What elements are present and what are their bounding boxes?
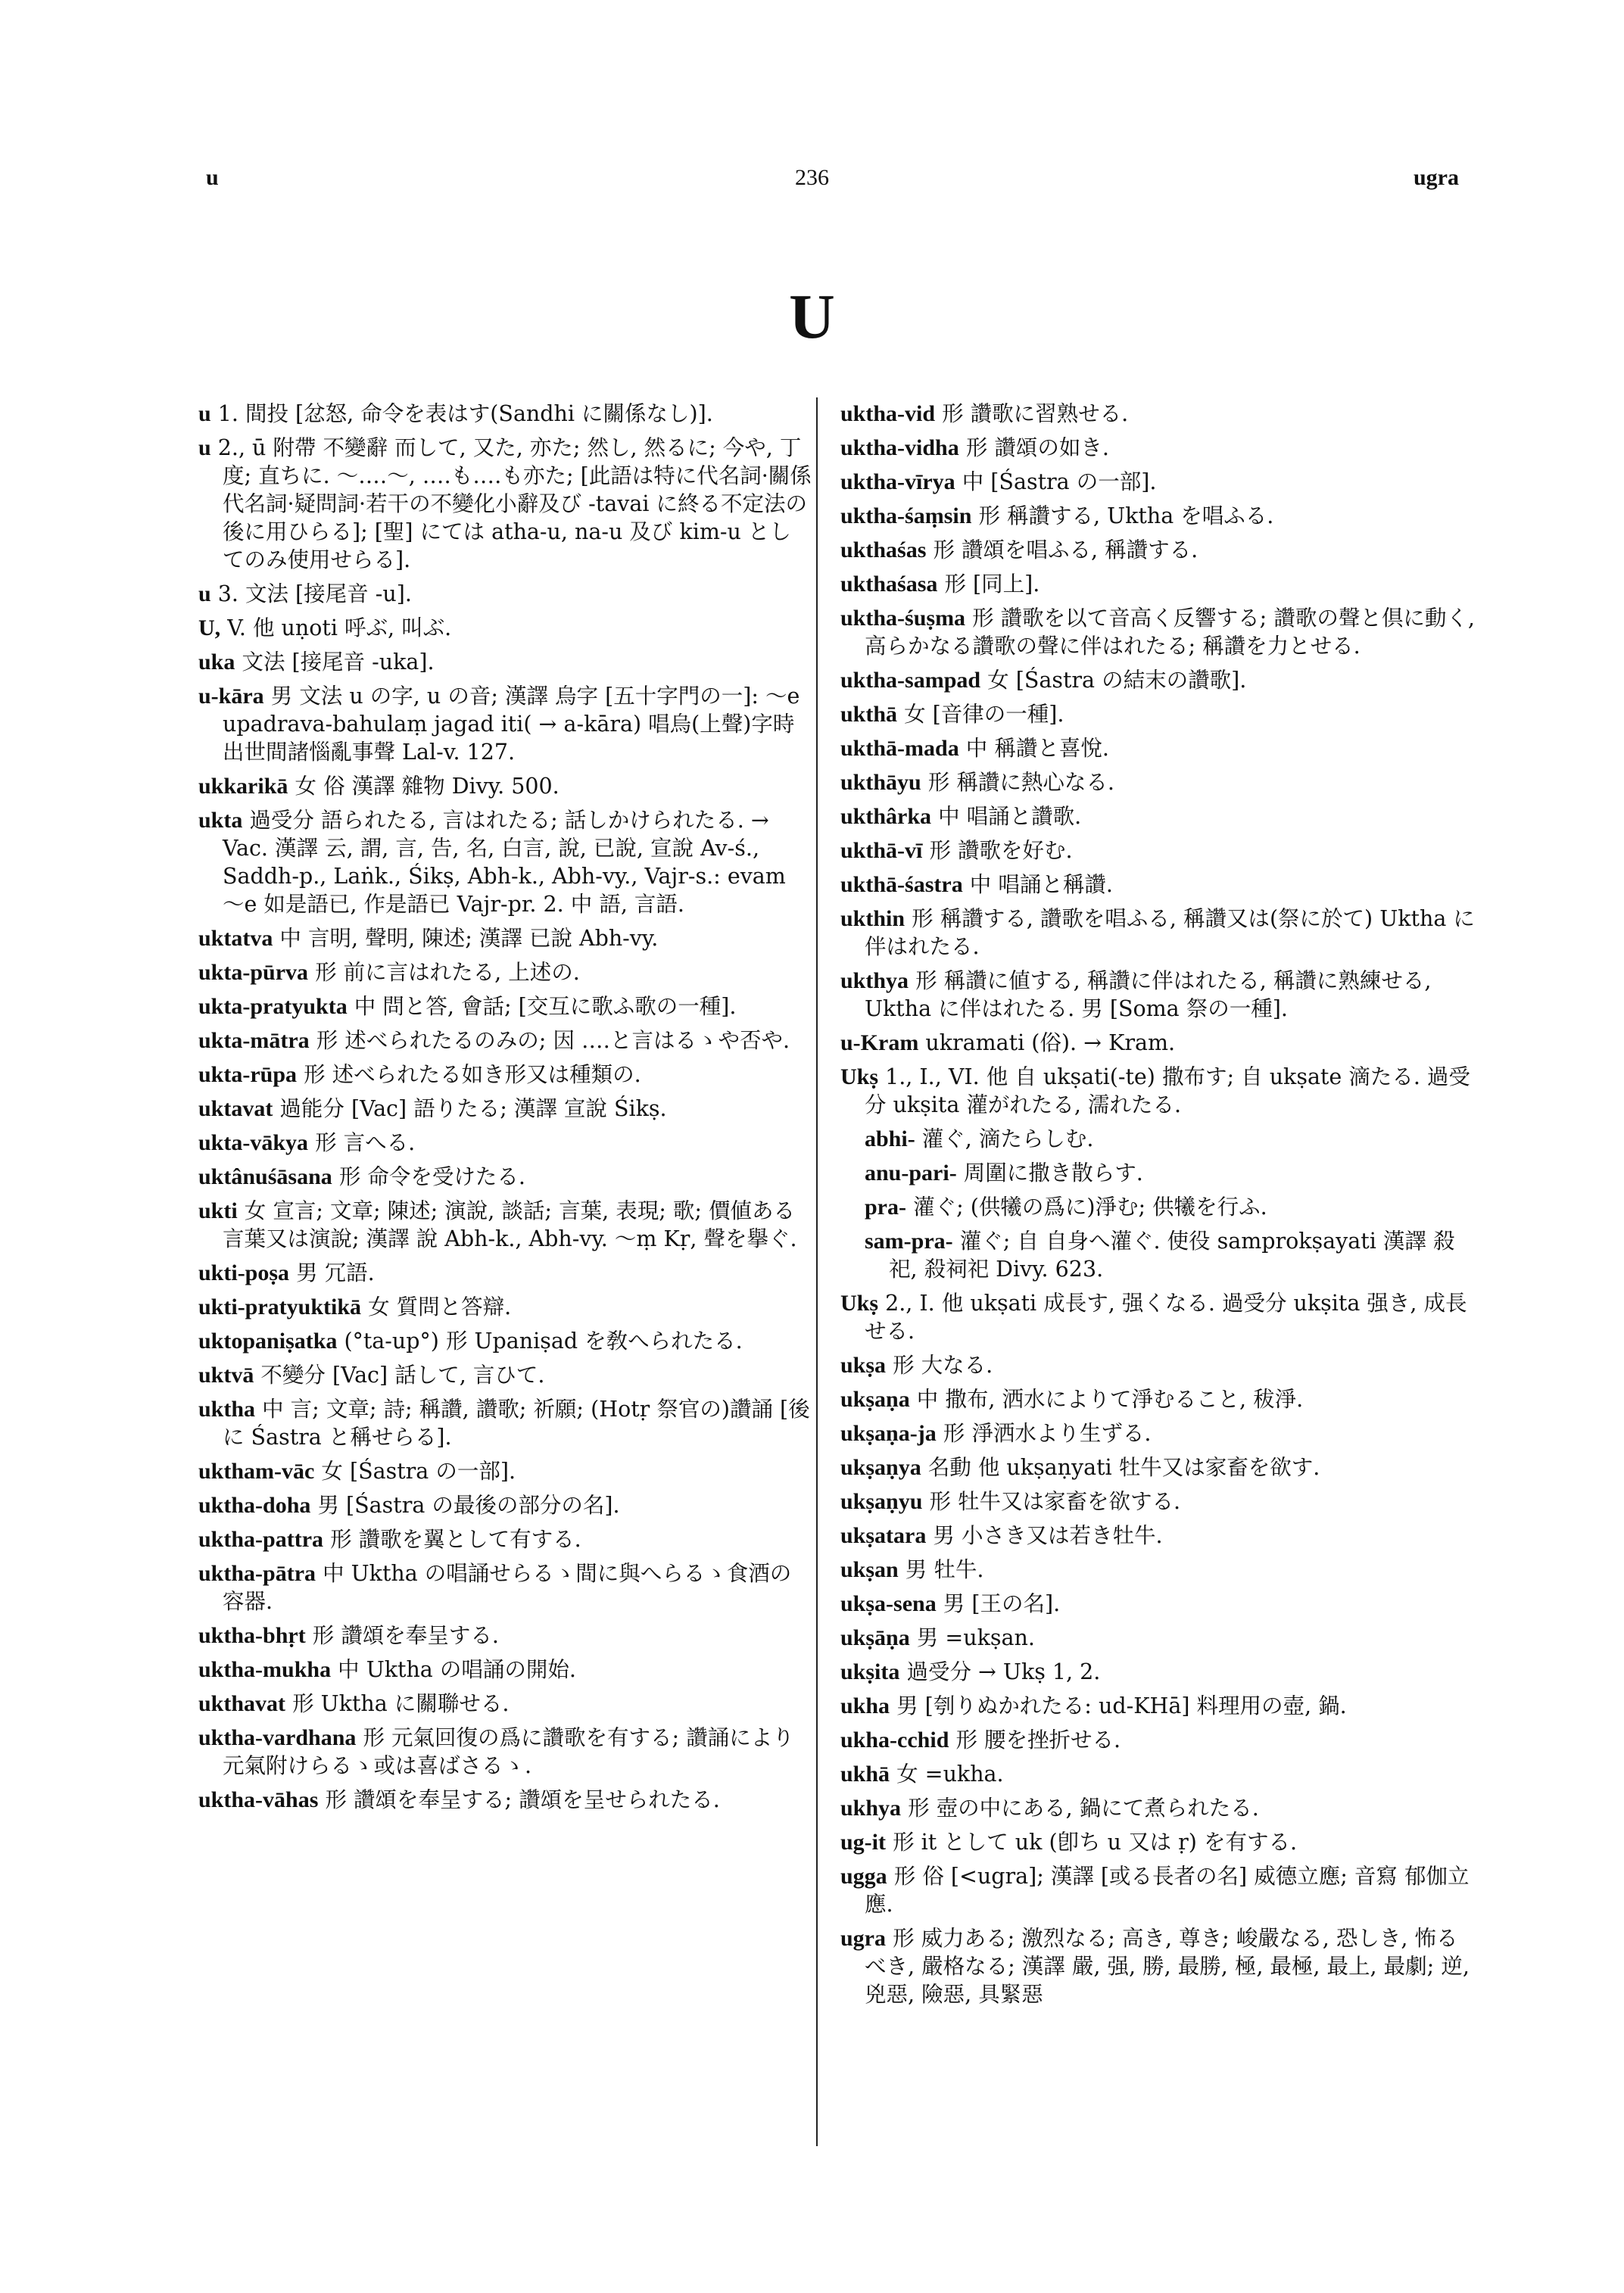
dictionary-entry [840,1289,1476,1345]
entry-definition: 3. 文法 [接尾音 -u]. [217,581,412,606]
dictionary-entry [840,1658,1476,1686]
dictionary-entry [840,400,1476,428]
dictionary-entry [840,1419,1476,1447]
entry-definition: 形 俗 [<ugra]; 漢譯 [或る長者の名] 威德立應; 音寫 郁伽立應. [865,1864,1470,1917]
entry-definition: 過受分 語られたる, 言はれたる; 話しかけられたる. → Vac. 漢譯 云, 謂, 言, 告, 名, 白言, 說, 已說, 宣說 Av-ś., Saddh-p., Laṅk., Śikṣ, Abh-k., Abh-vy., Vajr-s.: evam 〜e 如是語已, 作是語已 Vajr-pr. 2. 中 語, 言語. [223,808,786,917]
dictionary-entry [840,1488,1476,1516]
entry-definition: 中 唱誦と讚歌. [938,804,1082,829]
dictionary-entry [840,1159,1476,1187]
entry-headword: uktha-śaṃsin [840,503,972,528]
entry-headword: uktha-vardhana [198,1725,357,1750]
entry-definition: 形 大なる. [893,1353,993,1378]
dictionary-column-right [840,400,1476,2014]
dictionary-entry [198,1491,812,1519]
dictionary-entry [840,1193,1476,1221]
entry-definition: 形 讚歌を以て音高く反響する; 讚歌の聲と倶に動く, 高らかなる讚歌の聲に伴はれたる; 稱讚を力とせる. [865,606,1475,659]
entry-headword: pra- [865,1195,906,1220]
dictionary-entry [840,837,1476,865]
dictionary-entry [840,1590,1476,1618]
dictionary-entry [840,1794,1476,1822]
dictionary-entry [198,1027,812,1055]
entry-definition: 周圍に撒き散らす. [963,1161,1143,1185]
dictionary-entry [198,1327,812,1355]
section-letter: U [789,282,835,352]
entry-definition: 形 言へる. [315,1130,416,1155]
entry-headword: ukthā-mada [840,736,959,761]
entry-definition: 形 稱讚する, 讚歌を唱ふる, 稱讚又は(祭に於て) Uktha に伴はれたる. [865,906,1475,959]
dictionary-entry [198,1061,812,1089]
entry-headword: uktha-vid [840,401,936,426]
entry-definition: 女 [Śastra の結末の讚歌]. [987,668,1247,693]
entry-headword: ugra [840,1926,886,1951]
dictionary-entry [840,1063,1476,1119]
entry-definition: 中 [Śastra の一部]. [962,469,1157,494]
dictionary-entry [198,1361,812,1389]
dictionary-entry [840,768,1476,796]
entry-definition: 男 =ukṣan. [916,1625,1035,1650]
entry-definition: 男 [王の名]. [943,1591,1061,1616]
dictionary-entry [840,1029,1476,1057]
dictionary-entry [198,648,812,676]
entry-definition: 1. 間投 [忿怒, 命令を表はす(Sandhi に關係なし)]. [217,401,713,426]
dictionary-entry [840,802,1476,830]
dictionary-entry [198,1163,812,1191]
entry-definition: ukramati (俗). → Kram. [925,1030,1176,1055]
dictionary-entry [840,468,1476,496]
entry-definition: 形 壺の中にある, 鍋にて煮られたる. [908,1796,1259,1821]
entry-headword: uktatva [198,926,273,951]
entry-headword: ukṣatara [840,1523,927,1548]
entry-headword: uktha-doha [198,1493,311,1518]
dictionary-entry [198,992,812,1020]
entry-headword: u-Kram [840,1030,919,1055]
entry-headword: uka [198,650,235,675]
dictionary-entry [840,1351,1476,1379]
dictionary-entry [198,434,812,574]
entry-headword: uktha-vīrya [840,469,955,494]
entry-definition: 形 [同上]. [944,572,1040,597]
entry-definition: 不變分 [Vac] 話して, 言ひて. [260,1363,545,1388]
entry-headword: abhi- [865,1126,915,1151]
entry-headword: uktvā [198,1363,254,1388]
dictionary-entry [840,536,1476,564]
running-head-right: ugra [1414,165,1459,190]
entry-headword: ukṣita [840,1659,900,1684]
entry-headword: ukṣaṇyu [840,1489,923,1514]
dictionary-entry [198,772,812,800]
entry-definition: 形 稱讚する, Uktha を唱ふる. [978,503,1274,528]
dictionary-entry [840,905,1476,961]
dictionary-entry [198,580,812,608]
entry-headword: ukṣan [840,1557,899,1582]
entry-definition: 形 命令を受けたる. [338,1164,525,1189]
dictionary-entry [840,1692,1476,1720]
dictionary-entry [198,1395,812,1451]
entry-definition: 女 宣言; 文章; 陳述; 演說, 談話; 言葉, 表現; 歌; 價値ある言葉又は演說; 漢譯 說 Abh-k., Abh-vy. 〜ṃ Kṛ, 聲を擧ぐ. [223,1198,797,1251]
column-divider [816,397,818,2146]
entry-definition: 中 Uktha の唱誦せらるゝ間に與へらるゝ食酒の容器. [223,1561,792,1614]
entry-headword: ukthaśasa [840,572,938,597]
entry-headword: ukṣaṇa-ja [840,1421,937,1446]
dictionary-entry [198,958,812,986]
entry-definition: 形 讚歌を好む. [929,838,1073,863]
entry-definition: 男 文法 u の字, u の音; 漢譯 烏字 [五十字門の一]: 〜e upadrava-bahulaṃ jagad iti( → a-kāra) 唱烏(上聲)字時出世間諸惱亂事聲 Lal-v. 127. [223,684,800,765]
entry-headword: uktha-mukha [198,1657,332,1682]
entry-definition: 名動 他 ukṣaṇyati 牡牛又は家畜を欲す. [927,1455,1320,1480]
entry-headword: anu-pari- [865,1161,957,1185]
entry-definition: 女 [Śastra の一部]. [321,1459,516,1484]
entry-headword: uktha-sampad [840,668,981,693]
entry-headword: U, [198,615,221,640]
entry-headword: ukkarikā [198,774,288,799]
entry-definition: 形 牡牛又は家畜を欲する. [929,1489,1181,1514]
entry-headword: ukthā-śastra [840,872,963,897]
entry-definition: 女 俗 漢譯 雜物 Divy. 500. [295,774,560,799]
entry-headword: ukhā [840,1762,890,1787]
entry-headword: ukti-pratyuktikā [198,1294,362,1319]
entry-headword: ukṣa [840,1353,887,1378]
entry-headword: uktha-bhṛt [198,1623,306,1648]
dictionary-entry [840,434,1476,462]
entry-definition: 女 質問と答辯. [368,1294,512,1319]
entry-headword: ukthā-vī [840,838,923,863]
entry-definition: 形 稱讚に熱心なる. [927,770,1114,795]
dictionary-entry [198,924,812,952]
entry-headword: ukthāyu [840,770,921,795]
entry-definition: 中 言; 文章; 詩; 稱讚, 讚歌; 祈願; (Hotṛ 祭官の)讚誦 [後に Śastra と稱せらる]. [223,1397,810,1450]
entry-definition: 1., I., VI. 他 自 ukṣati(-te) 撒布す; 自 ukṣate 滴たる. 過受分 ukṣita 灌がれたる, 濡れたる. [865,1064,1470,1117]
entry-definition: 中 撒布, 洒水によりて淨むること, 秡淨. [916,1387,1304,1412]
entry-definition: 形 述べられたる如き形又は種類の. [304,1062,641,1087]
entry-definition: 過受分 → Ukṣ 1, 2. [906,1659,1101,1684]
entry-headword: ukhya [840,1796,902,1821]
dictionary-entry [198,1559,812,1615]
entry-definition: 形 淨洒水より生ずる. [943,1421,1152,1446]
entry-definition: 男 [Śastra の最後の部分の名]. [317,1493,620,1518]
dictionary-entry [840,871,1476,899]
entry-headword: uktha [198,1397,256,1422]
entry-definition: 灌ぐ; 自 自身へ灌ぐ. 使役 samprokṣayati 漢譯 殺祀, 殺祠祀 Divy. 623. [889,1229,1455,1282]
dictionary-entry [198,1786,812,1814]
entry-definition: 形 it として uk (卽ち u 又は ṛ) を有する. [893,1830,1298,1855]
entry-headword: ukha-cchid [840,1728,949,1752]
entry-headword: ukthin [840,906,906,931]
entry-headword: ukta-mātra [198,1028,310,1053]
entry-definition: 灌ぐ; (供犧の爲に)淨む; 供犧を行ふ. [913,1195,1267,1220]
entry-headword: u [198,401,211,426]
dictionary-entry [840,1624,1476,1652]
entry-headword: ukṣāṇa [840,1625,910,1650]
dictionary-entry [198,1259,812,1287]
dictionary-entry [198,1690,812,1718]
entry-headword: Ukṣ [840,1064,879,1089]
dictionary-entry [840,1385,1476,1413]
entry-definition: 男 小さき又は若き牡牛. [933,1523,1163,1548]
entry-headword: ukthā [840,702,898,727]
entry-headword: u-kāra [198,684,264,709]
running-head-left: u [206,165,219,190]
entry-headword: uktha-vāhas [198,1787,319,1812]
entry-definition: (°ta-up°) 形 Upaniṣad を敎へられたる. [344,1329,743,1354]
dictionary-entry [840,666,1476,694]
dictionary-entry [840,502,1476,530]
dictionary-entry [840,967,1476,1023]
entry-headword: ukta-vākya [198,1130,309,1155]
entry-definition: 形 稱讚に値する, 稱讚に伴はれたる, 稱讚に熟練せる, Uktha に伴はれたる. 男 [Soma 祭の一種]. [865,968,1432,1021]
entry-definition: 文法 [接尾音 -uka]. [242,650,435,675]
dictionary-entry [198,1525,812,1553]
entry-headword: ukṣa-sena [840,1591,937,1616]
entry-headword: ukti-poṣa [198,1260,290,1285]
entry-definition: 男 冗語. [296,1260,375,1285]
dictionary-entry [198,1129,812,1157]
dictionary-entry [198,1457,812,1485]
entry-definition: 形 讚頌を唱ふる, 稱讚する. [933,537,1199,562]
entry-headword: uktha-vidha [840,435,959,460]
dictionary-entry [198,1622,812,1650]
entry-definition: V. 他 uṇoti 呼ぶ, 叫ぶ. [227,615,452,640]
entry-headword: u [198,435,211,460]
dictionary-entry [198,1095,812,1123]
entry-definition: 男 牡牛. [905,1557,984,1582]
entry-definition: 中 言明, 聲明, 陳述; 漢譯 已說 Abh-vy. [279,926,659,951]
page-number: 236 [795,165,829,190]
dictionary-entry [840,1862,1476,1918]
entry-headword: uktha-pattra [198,1527,324,1552]
entry-headword: ukthavat [198,1691,286,1716]
entry-definition: 形 讚歌を翼として有する. [330,1527,581,1552]
dictionary-column-left [198,400,812,1820]
dictionary-entry [840,1828,1476,1856]
entry-definition: 形 讚頌の如き. [965,435,1109,460]
entry-headword: ukṣaṇa [840,1387,910,1412]
entry-definition: 女 [音律の一種]. [904,702,1064,727]
entry-headword: uktha-pātra [198,1561,316,1586]
dictionary-entry [840,1522,1476,1550]
dictionary-entry [840,1125,1476,1153]
dictionary-entry [840,1726,1476,1754]
dictionary-entry [198,1724,812,1780]
entry-headword: uktham-vāc [198,1459,315,1484]
entry-headword: uktha-śuṣma [840,606,966,631]
entry-headword: ukti [198,1198,238,1223]
entry-headword: ukthaśas [840,537,927,562]
entry-headword: ukṣaṇya [840,1455,921,1480]
dictionary-entry [840,1227,1476,1283]
dictionary-entry [840,1453,1476,1481]
entry-headword: ukthya [840,968,909,993]
dictionary-entry [198,1656,812,1684]
entry-definition: 中 唱誦と稱讚. [969,872,1113,897]
entry-definition: 中 Uktha の唱誦の開始. [338,1657,576,1682]
dictionary-entry [840,1760,1476,1788]
entry-headword: ugga [840,1864,887,1889]
entry-definition: 中 問と答, 會話; [交互に歌ふ歌の一種]. [354,994,737,1019]
entry-headword: ukta-pratyukta [198,994,348,1019]
dictionary-entry [840,570,1476,598]
entry-definition: 形 讚頌を奉呈する; 讚頌を呈せられたる. [325,1787,720,1812]
dictionary-entry [840,1924,1476,2008]
dictionary-entry [840,734,1476,762]
dictionary-entry [198,1293,812,1321]
entry-definition: 男 [刳りぬかれたる: ud-KHā] 料理用の壺, 鍋. [896,1693,1347,1718]
entry-headword: ukha [840,1693,890,1718]
entry-headword: u [198,581,211,606]
entry-headword: ukta [198,808,243,833]
entry-headword: ukthârka [840,804,932,829]
dictionary-entry [198,1197,812,1253]
dictionary-entry [840,1556,1476,1584]
entry-definition: 形 腰を挫折せる. [955,1728,1121,1752]
entry-headword: uktavat [198,1096,273,1121]
entry-definition: 形 前に言はれたる, 上述の. [315,960,580,985]
entry-definition: 形 Uktha に關聯せる. [292,1691,510,1716]
entry-definition: 形 讚歌に習熟せる. [942,401,1129,426]
dictionary-entry [198,682,812,766]
dictionary-entry [198,400,812,428]
dictionary-entry [198,806,812,918]
entry-headword: ukta-rūpa [198,1062,298,1087]
dictionary-entry [840,604,1476,660]
entry-headword: uktopaniṣatka [198,1329,338,1354]
entry-definition: 2., ū 附帶 不變辭 而して, 又た, 亦た; 然し, 然るに; 今や, 丁度; 直ちに. 〜‥‥〜, ‥‥も‥‥も亦た; [此語は特に代名詞·關係代名詞·疑問詞·若干の不變化小辭及び -tavai に終る不定法の後に用ひらる]; [聖] にては atha-u, na-u 及び kim-u としてのみ使用せらる]. [217,435,812,572]
entry-headword: Ukṣ [840,1291,879,1316]
entry-definition: 過能分 [Vac] 語りたる; 漢譯 宣說 Śikṣ. [279,1096,667,1121]
dictionary-entry [840,700,1476,728]
entry-headword: ug-it [840,1830,886,1855]
entry-definition: 形 述べられたるのみの; 因 ‥‥と言はるゝや否や. [316,1028,790,1053]
entry-headword: uktânuśāsana [198,1164,332,1189]
dictionary-entry [198,614,812,642]
entry-headword: sam-pra- [865,1229,953,1254]
entry-definition: 灌ぐ, 滴たらしむ. [921,1126,1094,1151]
entry-definition: 形 元氣回復の爲に讚歌を有する; 讚誦により元氣附けらるゝ或は喜ばさるゝ. [223,1725,794,1778]
entry-definition: 形 威力ある; 激烈なる; 高き, 尊き; 峻嚴なる, 恐しき, 怖るべき, 嚴格なる; 漢譯 嚴, 强, 勝, 最勝, 極, 最極, 最上, 最劇; 逆, 兇惡, 險惡, 具緊惡 [865,1926,1470,2007]
entry-definition: 形 讚頌を奉呈する. [312,1623,499,1648]
entry-definition: 2., I. 他 ukṣati 成長す, 强くなる. 過受分 ukṣita 强き, 成長せる. [865,1291,1467,1344]
entry-headword: ukta-pūrva [198,960,309,985]
entry-definition: 女 =ukha. [896,1762,1004,1787]
entry-definition: 中 稱讚と喜悅. [965,736,1109,761]
